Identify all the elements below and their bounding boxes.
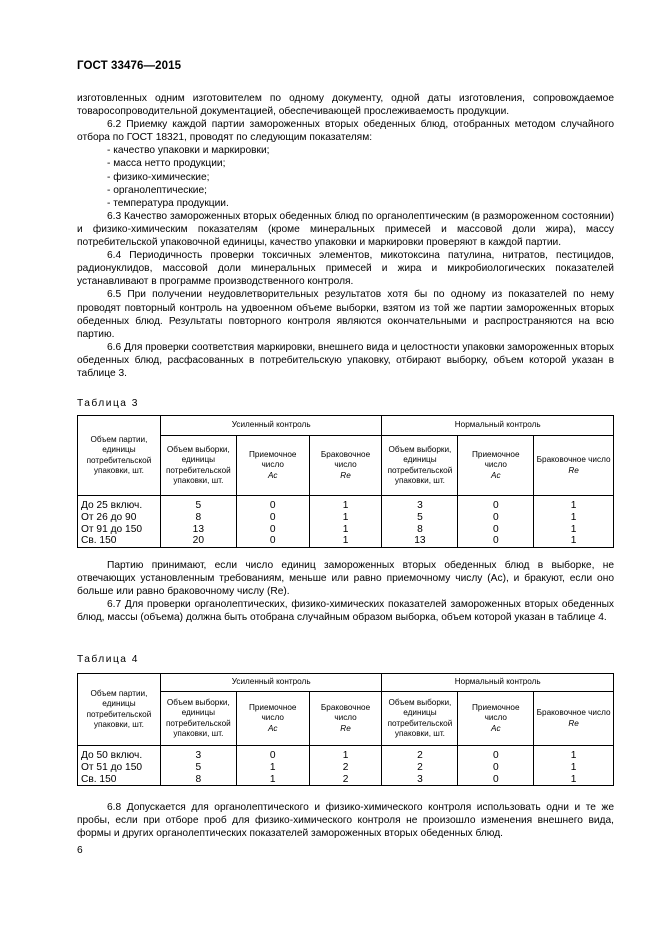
table-cell: 0: [236, 535, 309, 547]
table-cell: Св. 150: [78, 535, 161, 547]
table-4-caption: Таблица 4: [77, 654, 139, 665]
column-header-acceptance: [236, 436, 309, 496]
table-cell: Св. 150: [78, 774, 161, 786]
table-cell: 8: [160, 512, 236, 524]
table-cell: 1: [309, 496, 382, 512]
table-cell: 0: [236, 524, 309, 536]
table-cell: 13: [160, 524, 236, 536]
table-cell: 20: [160, 535, 236, 547]
table-cell: 8: [382, 524, 458, 536]
column-header-acceptance: [236, 692, 309, 746]
table-cell: 1: [534, 774, 614, 786]
column-header-sample-size: Объем выборки, единицы потребительской упаковки, шт.: [382, 692, 458, 746]
table-cell: 1: [534, 762, 614, 774]
table-3-caption: Таблица 3: [77, 398, 139, 409]
table-cell: 0: [236, 746, 309, 762]
header-text: Браковочное число: [320, 703, 371, 723]
table-cell: 5: [160, 496, 236, 512]
header-text: Re: [340, 470, 351, 480]
paragraph-6-8: 6.8 Допускается для органолептического и физико-химического контроля использовать одни и те же пробы, если при отборе проб для физико-химического контроля не произошло изменения внешнего вида, формы и других органолептических показателей замороженных вторых обеденных блюд.: [77, 802, 614, 840]
table-cell: 0: [458, 762, 534, 774]
table-cell: 1: [534, 512, 614, 524]
table-cell: 5: [160, 762, 236, 774]
list-item: - физико-химические;: [107, 171, 210, 183]
column-header-rejection: [534, 436, 614, 496]
table-3: [77, 415, 614, 548]
text-block-3: [77, 801, 614, 840]
header-text: Ac: [267, 723, 278, 733]
table-cell: 3: [160, 746, 236, 762]
paragraph-6-7: 6.7 Для проверки органолептических, физико-химических показателей замороженных вторых обеденных блюд, массы (объема) должна быть отобрана случайным образом выборка, объем которой указан в таблице 4.: [77, 599, 614, 624]
header-text: Браковочное число: [536, 455, 611, 465]
column-header-lot-size: Объем партии, единицы потребительской упаковки, шт.: [78, 416, 161, 496]
table-cell: 1: [309, 746, 382, 762]
table-cell: 1: [236, 774, 309, 786]
paragraph-6-5: 6.5 При получении неудовлетворительных результатов хотя бы по одному из показателей по нему проводят повторный контроль на удвоенном объеме выборки, взятом из той же партии замороженных вторых обеденных блюд. Результаты повторного контроля являются окончательными и распространяются на всю партию.: [77, 289, 614, 340]
table-cell: 2: [382, 762, 458, 774]
header-text: Ac: [267, 470, 278, 480]
header-text: Re: [568, 718, 579, 728]
table-cell: 0: [458, 746, 534, 762]
table-cell: 1: [236, 762, 309, 774]
column-header-rejection: [534, 692, 614, 746]
page-number: 6: [77, 845, 83, 856]
document-header: ГОСТ 33476—2015: [77, 60, 182, 72]
header-text: Приемочное число: [248, 450, 297, 470]
table-cell: 2: [382, 746, 458, 762]
table-row: [78, 774, 614, 786]
paragraph-6-3: 6.3 Качество замороженных вторых обеденных блюд по органолептическим (в размороженном состоянии) и физико-химическим показателям (кроме минеральных примесей и массовой доли жира), массу потребительской упаковочной единицы, качество упаковки и маркировки проверяют в каждой партии.: [77, 210, 614, 249]
column-group-normal: Нормальный контроль: [382, 416, 614, 436]
table-cell: 1: [534, 746, 614, 762]
table-row: [78, 524, 614, 536]
table-cell: 1: [309, 535, 382, 547]
header-text: Приемочное число: [472, 450, 520, 470]
column-group-normal: Нормальный контроль: [382, 674, 614, 692]
list-item: - органолептические;: [107, 184, 207, 196]
column-header-acceptance: [458, 692, 534, 746]
column-header-lot-size: Объем партии, единицы потребительской упаковки, шт.: [78, 674, 161, 746]
table-row: [78, 535, 614, 547]
column-header-sample-size: Объем выборки, единицы потребительской упаковки, шт.: [160, 436, 236, 496]
table-cell: 0: [458, 535, 534, 547]
column-group-tightened: Усиленный контроль: [160, 674, 382, 692]
table-row: [78, 512, 614, 524]
paragraph-acceptance-rule: Партию принимают, если число единиц замороженных вторых обеденных блюд в выборке, не отвечающих установленным требованиям, меньше или равно приемочному числу (Ac), и бракуют, если оно больше или равно браковочному числу (Re).: [77, 560, 614, 598]
table-cell: 0: [236, 512, 309, 524]
table-row: [78, 746, 614, 762]
table-cell: 1: [534, 535, 614, 547]
table-cell: 2: [309, 774, 382, 786]
header-text: Re: [568, 465, 579, 475]
table-cell: 0: [458, 774, 534, 786]
table-cell: 0: [236, 496, 309, 512]
paragraph-6-6: 6.6 Для проверки соответствия маркировки, внешнего вида и целостности упаковки замороженных вторых обеденных блюд, расфасованных в потребительскую упаковку, отбирают выборку, объем которой указан в таблице 3.: [77, 341, 614, 379]
column-header-sample-size: Объем выборки, единицы потребительской упаковки, шт.: [160, 692, 236, 746]
column-header-rejection: [309, 436, 382, 496]
table-4: [77, 673, 614, 786]
table-cell: До 50 включ.: [78, 746, 161, 762]
text-block-1: [77, 92, 614, 380]
paragraph-6-2: 6.2 Приемку каждой партии замороженных вторых обеденных блюд, отобранных методом случайного отбора по ГОСТ 18321, проводят по следующим показателям:: [77, 119, 614, 144]
header-text: Re: [340, 723, 351, 733]
column-header-rejection: [309, 692, 382, 746]
table-cell: 1: [534, 524, 614, 536]
paragraph-6-4: 6.4 Периодичность проверки токсичных элементов, микотоксина патулина, нитратов, пестицидов, радионуклидов, массовой доли минеральных примесей и жира и микробиологических показателей устанавливают в программе производственного контроля.: [77, 250, 614, 288]
header-text: Браковочное число: [536, 708, 611, 718]
table-cell: 0: [458, 512, 534, 524]
table-cell: 3: [382, 496, 458, 512]
table-row: [78, 762, 614, 774]
table-cell: От 51 до 150: [78, 762, 161, 774]
list-item: - качество упаковки и маркировки;: [107, 145, 270, 157]
table-row: [78, 496, 614, 512]
table-cell: До 25 включ.: [78, 496, 161, 512]
table-cell: 8: [160, 774, 236, 786]
table-cell: 0: [458, 496, 534, 512]
table-cell: 3: [382, 774, 458, 786]
table-cell: 13: [382, 535, 458, 547]
table-cell: 5: [382, 512, 458, 524]
table-cell: 2: [309, 762, 382, 774]
header-text: Ac: [491, 470, 501, 480]
list-item: - масса нетто продукции;: [107, 158, 226, 170]
header-text: Браковочное число: [320, 450, 371, 470]
header-text: Ac: [491, 723, 501, 733]
column-header-acceptance: [458, 436, 534, 496]
column-header-sample-size: Объем выборки, единицы потребительской упаковки, шт.: [382, 436, 458, 496]
text-block-2: [77, 559, 614, 624]
column-group-tightened: Усиленный контроль: [160, 416, 382, 436]
paragraph-continuation: изготовленных одним изготовителем по одному документу, одной даты изготовления, сопровождаемое товаросопроводительной документацией, обеспечивающей прослеживаемость продукции.: [77, 93, 614, 118]
table-cell: 0: [458, 524, 534, 536]
table-cell: 1: [309, 512, 382, 524]
header-text: Приемочное число: [472, 703, 520, 723]
header-text: Приемочное число: [248, 703, 297, 723]
table-cell: 1: [309, 524, 382, 536]
table-cell: 1: [534, 496, 614, 512]
list-item: - температура продукции.: [107, 197, 229, 209]
table-cell: От 26 до 90: [78, 512, 161, 524]
table-cell: От 91 до 150: [78, 524, 161, 536]
